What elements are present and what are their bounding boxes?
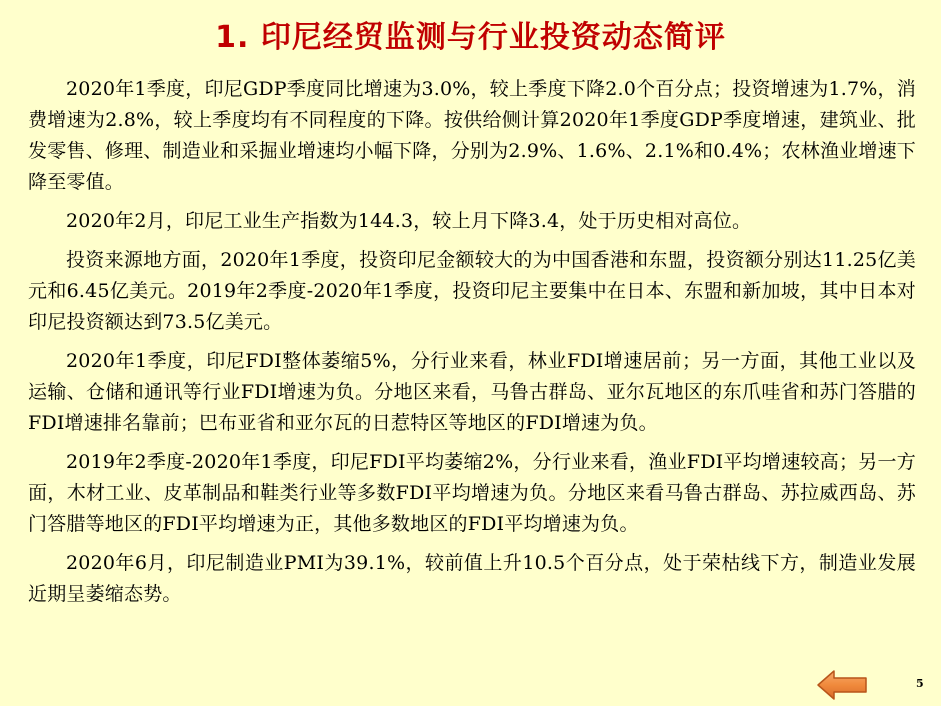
page-number: 5 <box>916 677 924 690</box>
paragraph-investment-source: 投资来源地方面，2020年1季度，投资印尼金额较大的为中国香港和东盟，投资额分别达11.25亿美元和6.45亿美元。2019年2季度-2020年1季度，投资印尼主要集中在日本、东盟和新加坡，其中日本对印尼投资额达到73.5亿美元。 <box>28 249 916 333</box>
paragraph-industrial-index: 2020年2月，印尼工业生产指数为144.3，较上月下降3.4，处于历史相对高位。 <box>66 210 752 232</box>
slide-body <box>28 74 916 618</box>
left-arrow-icon <box>816 669 868 701</box>
paragraph-fdi-q1: 2020年1季度，印尼FDI整体萎缩5%，分行业来看，林业FDI增速居前；另一方面，其他工业以及运输、仓储和通讯等行业FDI增速为负。分地区来看，马鲁古群岛、亚尔瓦地区的东爪哇省和苏门答腊的FDI增速排名靠前；巴布亚省和亚尔瓦的日惹特区等地区的FDI增速为负。 <box>28 350 916 434</box>
paragraph-pmi: 2020年6月，印尼制造业PMI为39.1%，较前值上升10.5个百分点，处于荣枯线下方，制造业发展近期呈萎缩态势。 <box>28 552 916 605</box>
paragraph-fdi-average: 2019年2季度-2020年1季度，印尼FDI平均萎缩2%，分行业来看，渔业FDI平均增速较高；另一方面，木材工业、皮革制品和鞋类行业等多数FDI平均增速为负。分地区来看马鲁古群岛、苏拉威西岛、苏门答腊等地区的FDI平均增速为正，其他多数地区的FDI平均增速为负。 <box>28 451 916 535</box>
paragraph-gdp: 2020年1季度，印尼GDP季度同比增速为3.0%，较上季度下降2.0个百分点；投资增速为1.7%，消费增速为2.8%，较上季度均有不同程度的下降。按供给侧计算2020年1季度GDP季度增速，建筑业、批发零售、修理、制造业和采掘业增速均小幅下降，分别为2.9%、1.6%、2.1%和0.4%；农林渔业增速下降至零值。 <box>28 78 916 193</box>
slide-title: 1. 印尼经贸监测与行业投资动态简评 <box>215 20 726 55</box>
back-button[interactable] <box>816 669 868 701</box>
